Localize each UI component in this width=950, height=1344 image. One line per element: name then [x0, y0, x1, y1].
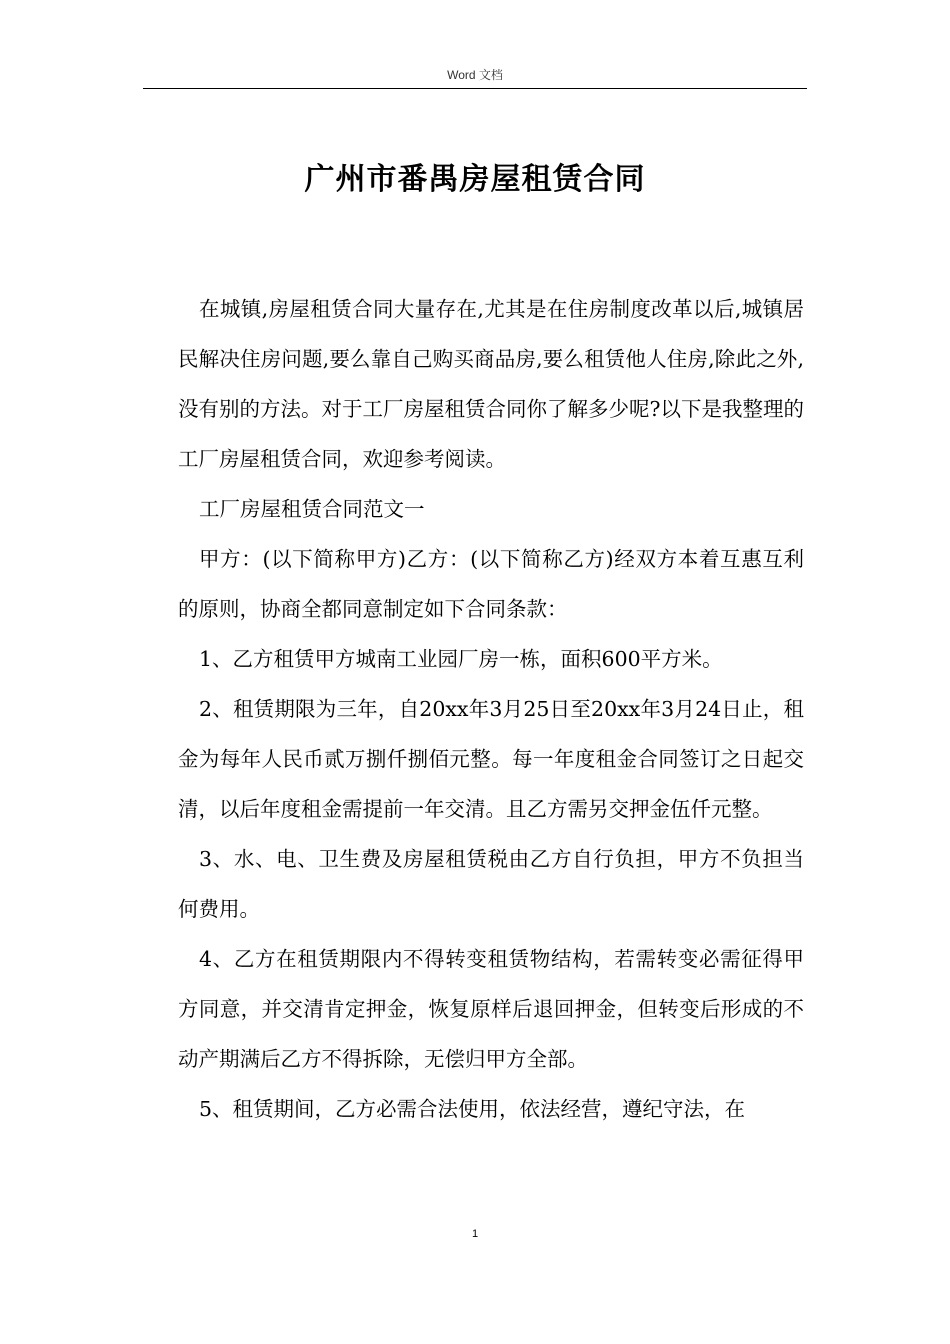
header-divider	[143, 88, 807, 89]
document-title: 广州市番禺房屋租赁合同	[304, 162, 646, 197]
document-body	[178, 284, 804, 1134]
page-number: 1	[471, 1228, 479, 1240]
clause-1: 1、乙方租赁甲方城南工业园厂房一栋，面积600平方米。	[199, 647, 723, 671]
clause-2: 2、租赁期限为三年，自20xx年3月25日至20xx年3月24日止，租金为每年人民币贰万捌仟捌佰元整。每一年度租金合同签订之日起交清，以后年度租金需提前一年交清。且乙方需另交押金伍仟元整。	[178, 697, 804, 821]
parties-paragraph: 甲方：(以下简称甲方)乙方：(以下简称乙方)经双方本着互惠互利的原则，协商全都同意制定如下合同条款：	[178, 547, 804, 621]
intro-paragraph: 在城镇,房屋租赁合同大量存在,尤其是在住房制度改革以后,城镇居民解决住房问题,要么靠自己购买商品房,要么租赁他人住房,除此之外,没有别的方法。对于工厂房屋租赁合同你了解多少呢?以下是我整理的工厂房屋租赁合同，欢迎参考阅读。	[178, 297, 804, 471]
section-heading: 工厂房屋租赁合同范文一	[199, 497, 425, 521]
clause-4: 4、乙方在租赁期限内不得转变租赁物结构，若需转变必需征得甲方同意，并交清肯定押金，恢复原样后退回押金，但转变后形成的不动产期满后乙方不得拆除，无偿归甲方全部。	[178, 947, 804, 1071]
clause-5: 5、租赁期间，乙方必需合法使用，依法经营，遵纪守法，在	[199, 1097, 746, 1121]
page-header: Word 文档	[447, 68, 503, 82]
clause-3: 3、水、电、卫生费及房屋租赁税由乙方自行负担，甲方不负担当何费用。	[178, 847, 804, 921]
